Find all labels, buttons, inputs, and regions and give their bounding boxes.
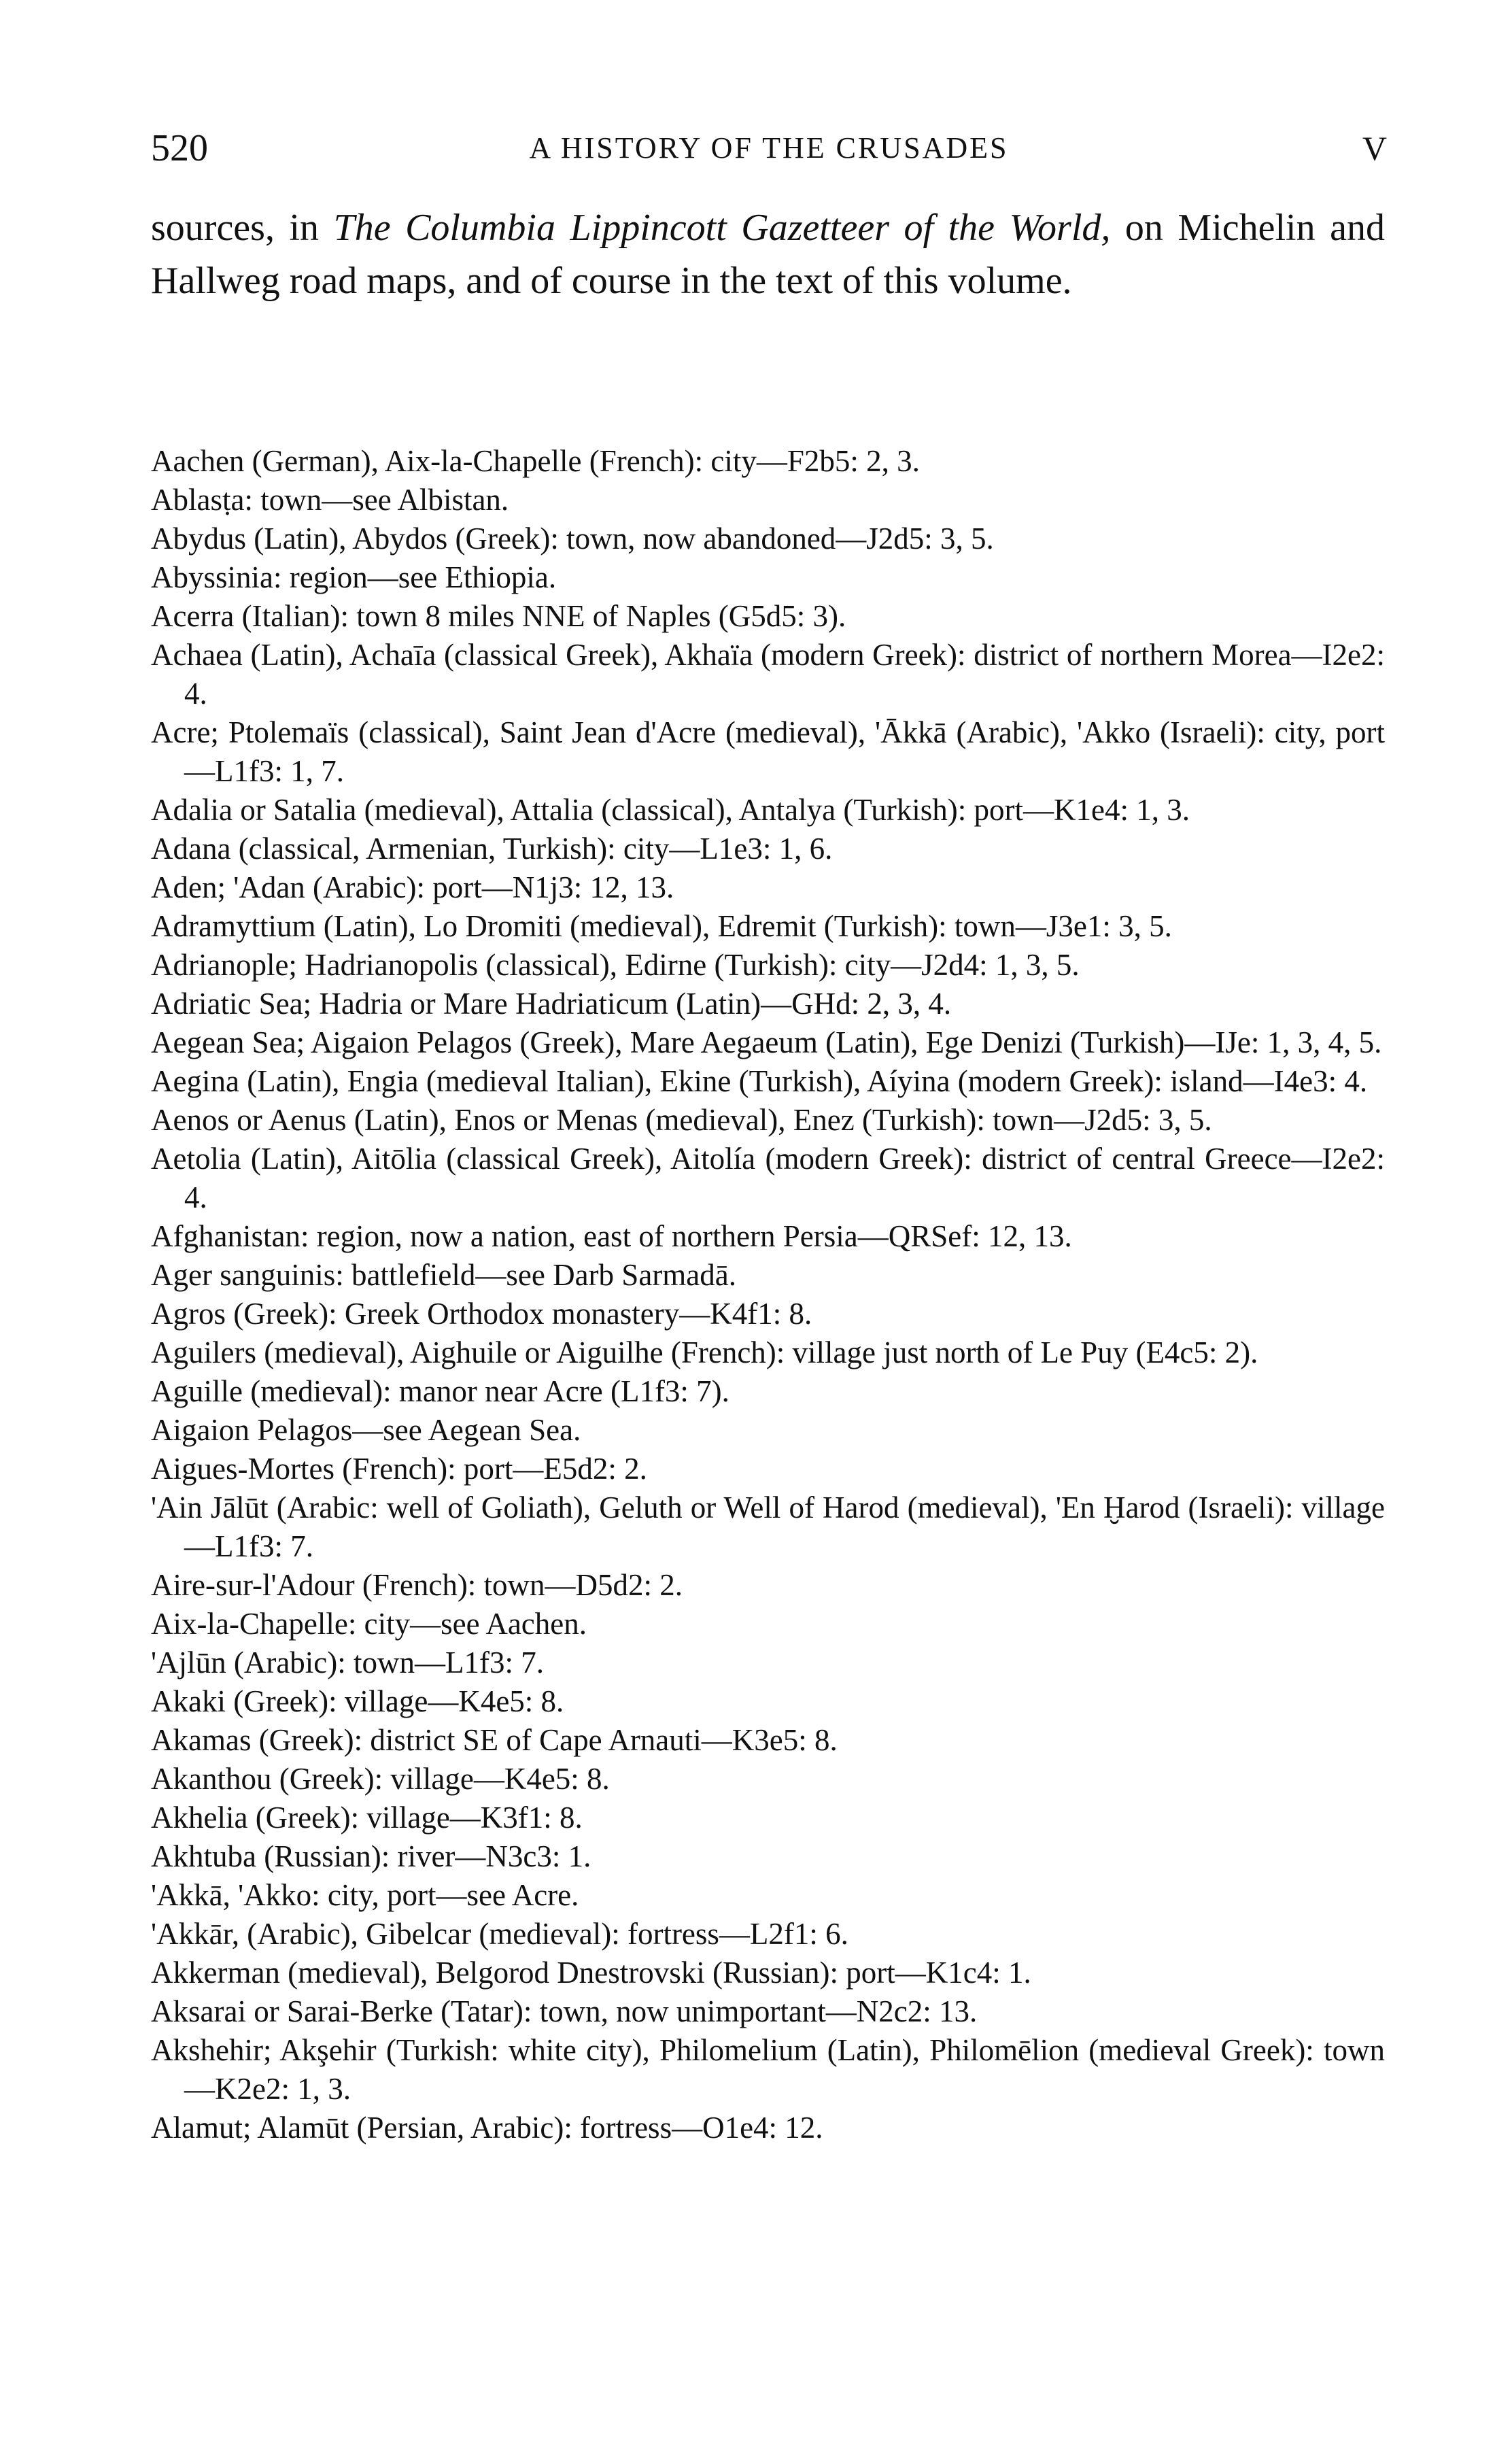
gazetteer-entry: Abyssinia: region—see Ethiopia. — [151, 560, 557, 594]
gazetteer-entry: Aetolia (Latin), Aitōlia (classical Greek), Aitolía (modern Greek): district of central Greece—I2e2: 4. — [151, 1142, 1385, 1214]
gazetteer-entry: Akhelia (Greek): village—K3f1: 8. — [151, 1801, 583, 1835]
gazetteer-entry: Acre; Ptolemaïs (classical), Saint Jean d'Acre (medieval), 'Ākkā (Arabic), 'Akko (Israeli): city, port—L1f3: 1, 7. — [151, 715, 1385, 788]
gazetteer-entry: Abydus (Latin), Abydos (Greek): town, now abandoned—J2d5: 3, 5. — [151, 522, 994, 556]
gazetteer-entry: Acerra (Italian): town 8 miles NNE of Naples (G5d5: 3). — [151, 599, 846, 633]
gazetteer-entry: Aguilers (medieval), Aighuile or Aiguilhe (French): village just north of Le Puy (E4c5: 2). — [151, 1335, 1258, 1369]
gazetteer-entry: Aguille (medieval): manor near Acre (L1f3: 7). — [151, 1374, 729, 1408]
gazetteer-entry: Akshehir; Akşehir (Turkish: white city), Philomelium (Latin), Philomēlion (medieval Greek): town—K2e2: 1, 3. — [151, 2033, 1385, 2106]
gazetteer-entry: Aegina (Latin), Engia (medieval Italian), Ekine (Turkish), Aíyina (modern Greek): island—I4e3: 4. — [151, 1064, 1368, 1098]
gazetteer-entry: Adriatic Sea; Hadria or Mare Hadriaticum (Latin)—GHd: 2, 3, 4. — [151, 987, 952, 1021]
gazetteer-entry: Aix-la-Chapelle: city—see Aachen. — [151, 1607, 587, 1641]
intro-paragraph — [151, 201, 1385, 307]
gazetteer-entry: 'Ajlūn (Arabic): town—L1f3: 7. — [151, 1646, 544, 1680]
gazetteer-list — [151, 442, 1385, 2147]
gazetteer-entry: Akaki (Greek): village—K4e5: 8. — [151, 1684, 564, 1718]
gazetteer-entry: Adana (classical, Armenian, Turkish): city—L1e3: 1, 6. — [151, 832, 833, 866]
gazetteer-entry: Akamas (Greek): district SE of Cape Arnauti—K3e5: 8. — [151, 1723, 838, 1757]
gazetteer-entry: Akkerman (medieval), Belgorod Dnestrovski (Russian): port—K1c4: 1. — [151, 1956, 1031, 1990]
gazetteer-entry: Aire-sur-l'Adour (French): town—D5d2: 2. — [151, 1568, 683, 1602]
volume-number: V — [1362, 129, 1387, 167]
running-head — [151, 121, 1387, 175]
gazetteer-entry: Ablasṭa: town—see Albistan. — [151, 483, 509, 517]
running-title: A HISTORY OF THE CRUSADES — [529, 131, 1009, 165]
gazetteer-entry: 'Akkār, (Arabic), Gibelcar (medieval): fortress—L2f1: 6. — [151, 1917, 848, 1951]
gazetteer-entry: Achaea (Latin), Achaīa (classical Greek), Akhaïa (modern Greek): district of northern Morea—I2e2: 4. — [151, 638, 1385, 711]
gazetteer-entry: Aigues-Mortes (French): port—E5d2: 2. — [151, 1452, 647, 1486]
gazetteer-entry: 'Ain Jālūt (Arabic: well of Goliath), Geluth or Well of Harod (medieval), 'En Ḫarod (Israeli): village—L1f3: 7. — [151, 1490, 1385, 1563]
gazetteer-entry: Adalia or Satalia (medieval), Attalia (classical), Antalya (Turkish): port—K1e4: 1, 3. — [151, 793, 1190, 827]
gazetteer-entry: Akhtuba (Russian): river—N3c3: 1. — [151, 1839, 591, 1873]
intro-text-before: sources, in — [151, 207, 334, 249]
gazetteer-entry: Ager sanguinis: battlefield—see Darb Sarmadā. — [151, 1258, 736, 1292]
gazetteer-title: The Columbia Lippincott Gazetteer of the World, — [333, 207, 1111, 249]
gazetteer-entry: Aksarai or Sarai-Berke (Tatar): town, now unimportant—N2c2: 13. — [151, 1994, 978, 2028]
gazetteer-entry: Alamut; Alamūt (Persian, Arabic): fortress—O1e4: 12. — [151, 2111, 823, 2145]
gazetteer-entry: Agros (Greek): Greek Orthodox monastery—K4f1: 8. — [151, 1297, 812, 1331]
gazetteer-entry: Akanthou (Greek): village—K4e5: 8. — [151, 1762, 610, 1796]
intro-text-after: on Michelin and Hallweg road maps, and of course in the text of this volume. — [151, 207, 1385, 302]
gazetteer-entry: Afghanistan: region, now a nation, east of northern Persia—QRSef: 12, 13. — [151, 1219, 1072, 1253]
gazetteer-entry: Adrianople; Hadrianopolis (classical), Edirne (Turkish): city—J2d4: 1, 3, 5. — [151, 948, 1080, 982]
gazetteer-entry: Aenos or Aenus (Latin), Enos or Menas (medieval), Enez (Turkish): town—J2d5: 3, 5. — [151, 1103, 1212, 1137]
gazetteer-entry: Aegean Sea; Aigaion Pelagos (Greek), Mare Aegaeum (Latin), Ege Denizi (Turkish)—IJe: 1, 3, 4, 5. — [151, 1025, 1382, 1059]
gazetteer-entry: Aigaion Pelagos—see Aegean Sea. — [151, 1413, 581, 1447]
page-number: 520 — [151, 127, 208, 169]
gazetteer-entry: Adramyttium (Latin), Lo Dromiti (medieval), Edremit (Turkish): town—J3e1: 3, 5. — [151, 909, 1172, 943]
gazetteer-entry: Aden; 'Adan (Arabic): port—N1j3: 12, 13. — [151, 870, 674, 904]
gazetteer-entry: 'Akkā, 'Akko: city, port—see Acre. — [151, 1878, 579, 1912]
gazetteer-entry: Aachen (German), Aix-la-Chapelle (French): city—F2b5: 2, 3. — [151, 444, 920, 478]
